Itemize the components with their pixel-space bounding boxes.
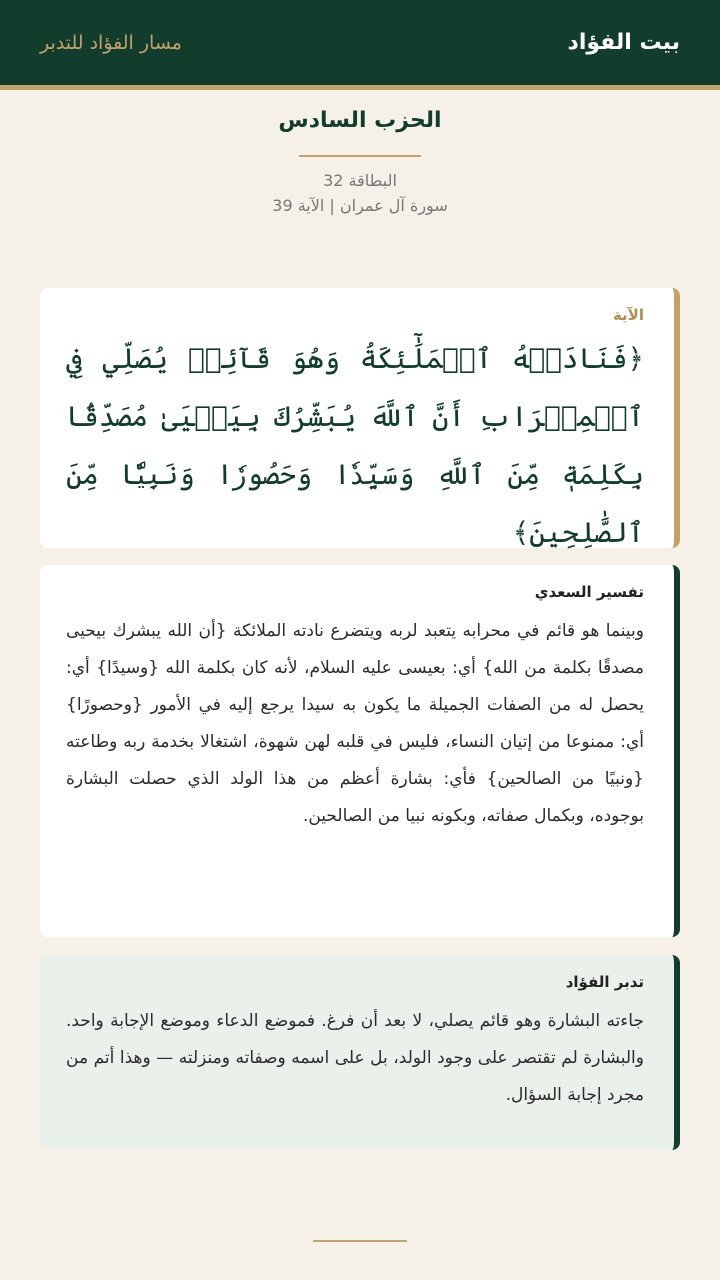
card-number: البطاقة 32 xyxy=(323,171,397,190)
footer-divider xyxy=(313,1240,407,1242)
tafsir-text: وبينما هو قائم في محرابه يتعبد لربه ويتضرع نادته الملائكة {أن الله يبشرك بيحيى مصدقًا بكلمة من الله} أي: بعيسى عليه السلام، لأنه كان بكلمة الله {وسيدًا} أي: يحصل له من الصفات الجميلة ما يكون به سيدا يرجع إليه في الأمور {وحصورًا} أي: ممنوعا من إتيان النساء، فليس في قلبه لهن شهوة، اشتغالا بخدمة ربه وطاعته {ونبيًا من الصالحين} فأي: بشارة أعظم من هذا الولد الذي حصلت البشارة بوجوده، وبكمال صفاته، وبكونه نبيا من الصالحين. xyxy=(66,621,644,826)
tadabbur-card xyxy=(40,955,680,1150)
tafsir-card xyxy=(40,565,680,937)
ayah-card xyxy=(40,288,680,548)
tadabbur-label: تدبر الفؤاد xyxy=(565,973,644,991)
top-bar xyxy=(0,0,720,85)
app-subtitle: مسار الفؤاد للتدبر xyxy=(40,31,182,54)
page-header xyxy=(0,100,720,215)
hizb-title: الحزب السادس xyxy=(278,108,442,133)
ayah-label: الآية xyxy=(612,306,644,324)
tadabbur-text: جاءته البشارة وهو قائم يصلي، لا بعد أن فرغ. فموضع الدعاء وموضع الإجابة واحد. والبشارة لم تقتصر على وجود الولد، بل على اسمه وصفاته ومنزلته — وهذا أتم من مجرد إجابة السؤال. xyxy=(66,1011,644,1105)
title-divider xyxy=(299,155,421,157)
topbar-divider xyxy=(0,85,720,90)
tafsir-label: تفسير السعدي xyxy=(534,583,644,601)
surah-reference: سورة آل عمران | الآية 39 xyxy=(272,196,448,215)
app-title: بيت الفؤاد xyxy=(567,30,680,55)
ayah-text: ﴿فَنَادَتۡهُ ٱلۡمَلَٰٓئِكَةُ وَهُوَ قَآئِمٞ يُصَلِّي فِي ٱلۡمِحۡرَابِ أَنَّ ٱللَّهَ يُبَشِّرُكَ بِيَحۡيَىٰ مُصَدِّقَۢا بِكَلِمَةٖ مِّنَ ٱللَّهِ وَسَيِّدٗا وَحَصُورٗا وَنَبِيّٗا مِّنَ ٱلصَّٰلِحِينَ﴾ xyxy=(66,342,644,549)
